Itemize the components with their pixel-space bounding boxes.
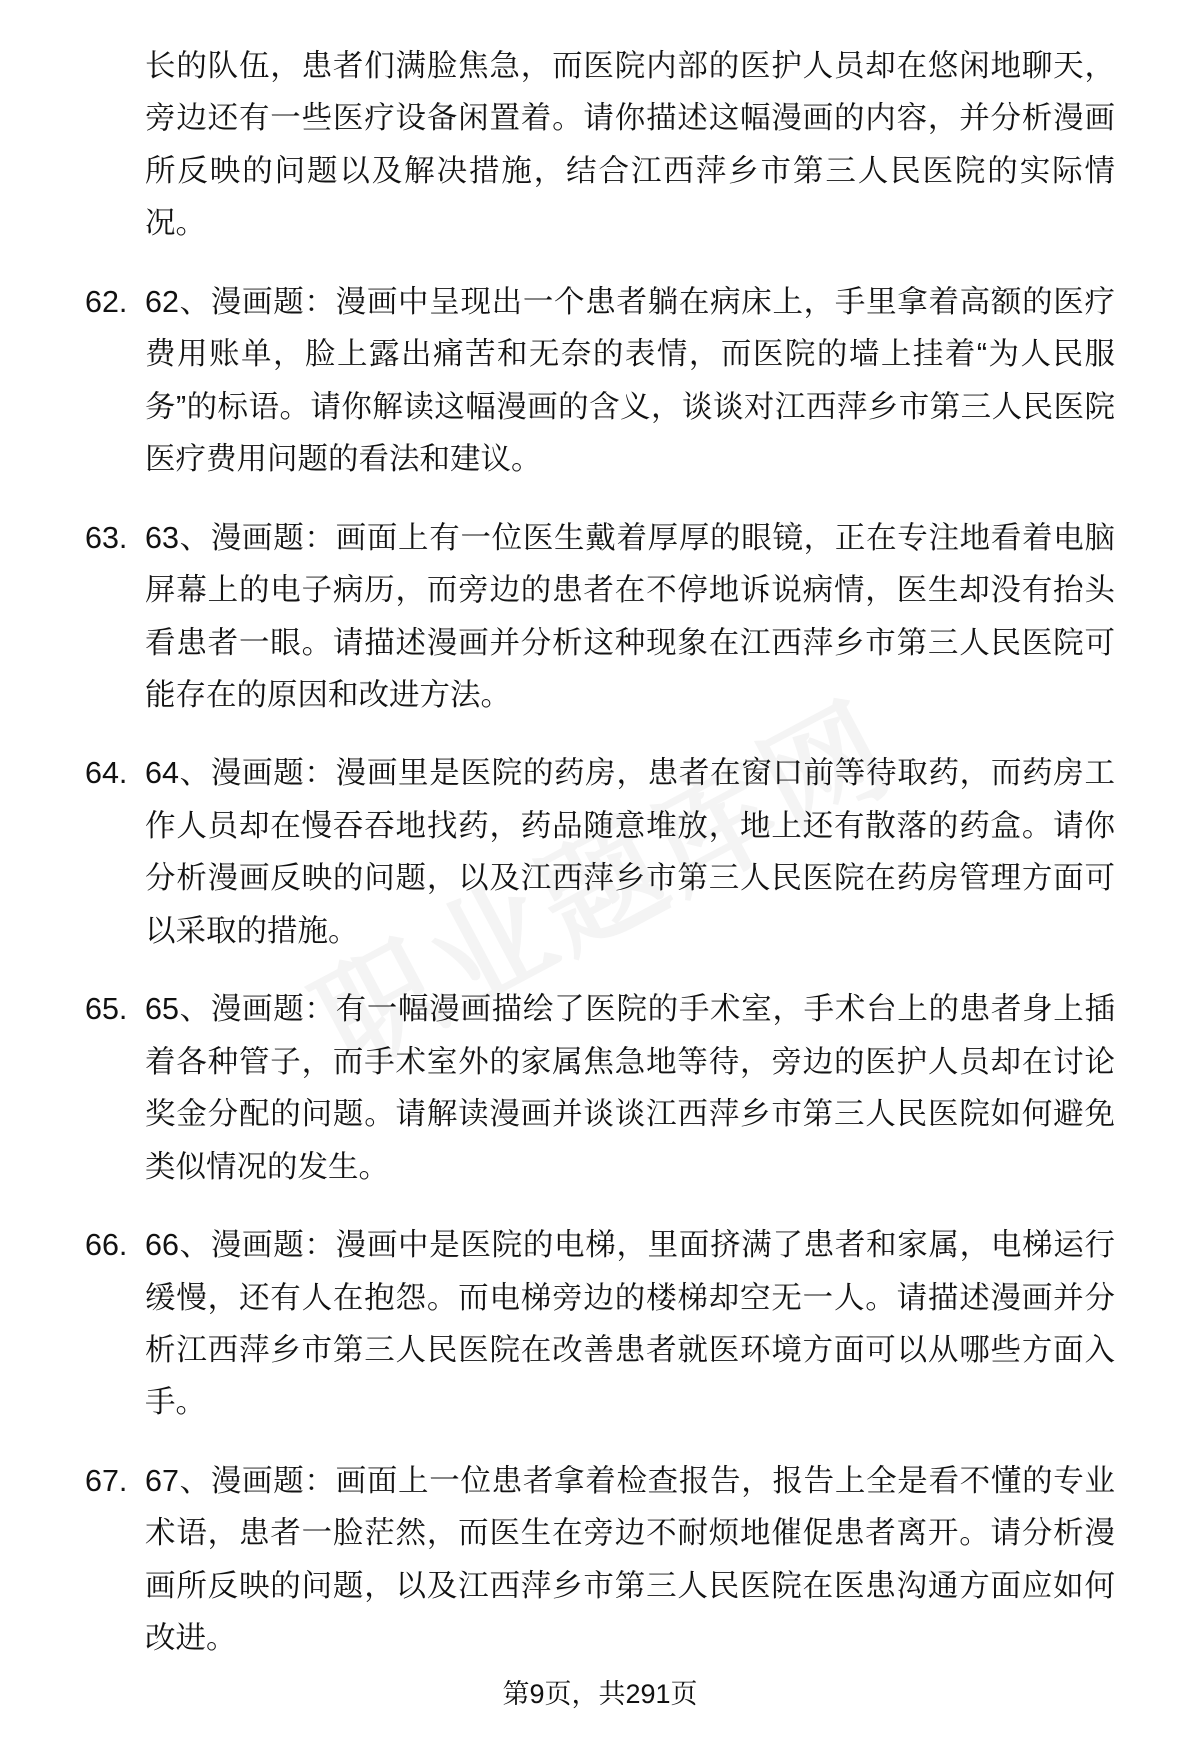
page-footer: 第9页，共291页 — [502, 1679, 698, 1709]
question-text: 65、漫画题：有一幅漫画描绘了医院的手术室，手术台上的患者身上插着各种管子，而手术室外的家属焦急地等待，旁边的医护人员却在讨论奖金分配的问题。请解读漫画并谈谈江西萍乡市第三人民医院如何避免类似情况的发生。 — [145, 992, 1115, 1184]
question-number: 62. — [85, 284, 128, 319]
page-content — [85, 40, 1115, 1665]
question-number: 67. — [85, 1463, 128, 1498]
question-item — [85, 512, 1115, 722]
question-item — [85, 747, 1115, 957]
question-number: 63. — [85, 520, 128, 555]
question-number: 64. — [85, 756, 128, 791]
question-number: 65. — [85, 992, 128, 1027]
question-text: 64、漫画题：漫画里是医院的药房，患者在窗口前等待取药，而药房工作人员却在慢吞吞地找药，药品随意堆放，地上还有散落的药盒。请你分析漫画反映的问题，以及江西萍乡市第三人民医院在药房管理方面可以采取的措施。 — [145, 756, 1115, 948]
question-item — [85, 1219, 1115, 1429]
question-text: 62、漫画题：漫画中呈现出一个患者躺在病床上，手里拿着高额的医疗费用账单，脸上露出痛苦和无奈的表情，而医院的墙上挂着“为人民服务”的标语。请你解读这幅漫画的含义，谈谈对江西萍乡市第三人民医院医疗费用问题的看法和建议。 — [145, 284, 1115, 477]
question-item — [85, 983, 1115, 1193]
continued-paragraph: 长的队伍，患者们满脸焦急，而医院内部的医护人员却在悠闲地聊天，旁边还有一些医疗设备闲置着。请你描述这幅漫画的内容，并分析漫画所反映的问题以及解决措施，结合江西萍乡市第三人民医院的实际情况。 — [145, 49, 1115, 241]
question-number: 66. — [85, 1228, 128, 1263]
question-item — [85, 276, 1115, 486]
question-text: 63、漫画题：画面上有一位医生戴着厚厚的眼镜，正在专注地看着电脑屏幕上的电子病历，而旁边的患者在不停地诉说病情，医生却没有抬头看患者一眼。请描述漫画并分析这种现象在江西萍乡市第三人民医院可能存在的原因和改进方法。 — [145, 520, 1115, 712]
question-text: 67、漫画题：画面上一位患者拿着检查报告，报告上全是看不懂的专业术语，患者一脸茫然，而医生在旁边不耐烦地催促患者离开。请分析漫画所反映的问题，以及江西萍乡市第三人民医院在医患沟通方面应如何改进。 — [145, 1463, 1115, 1656]
question-item — [85, 1455, 1115, 1665]
question-text: 66、漫画题：漫画中是医院的电梯，里面挤满了患者和家属，电梯运行缓慢，还有人在抱怨。而电梯旁边的楼梯却空无一人。请描述漫画并分析江西萍乡市第三人民医院在改善患者就医环境方面可以从哪些方面入手。 — [145, 1228, 1115, 1420]
